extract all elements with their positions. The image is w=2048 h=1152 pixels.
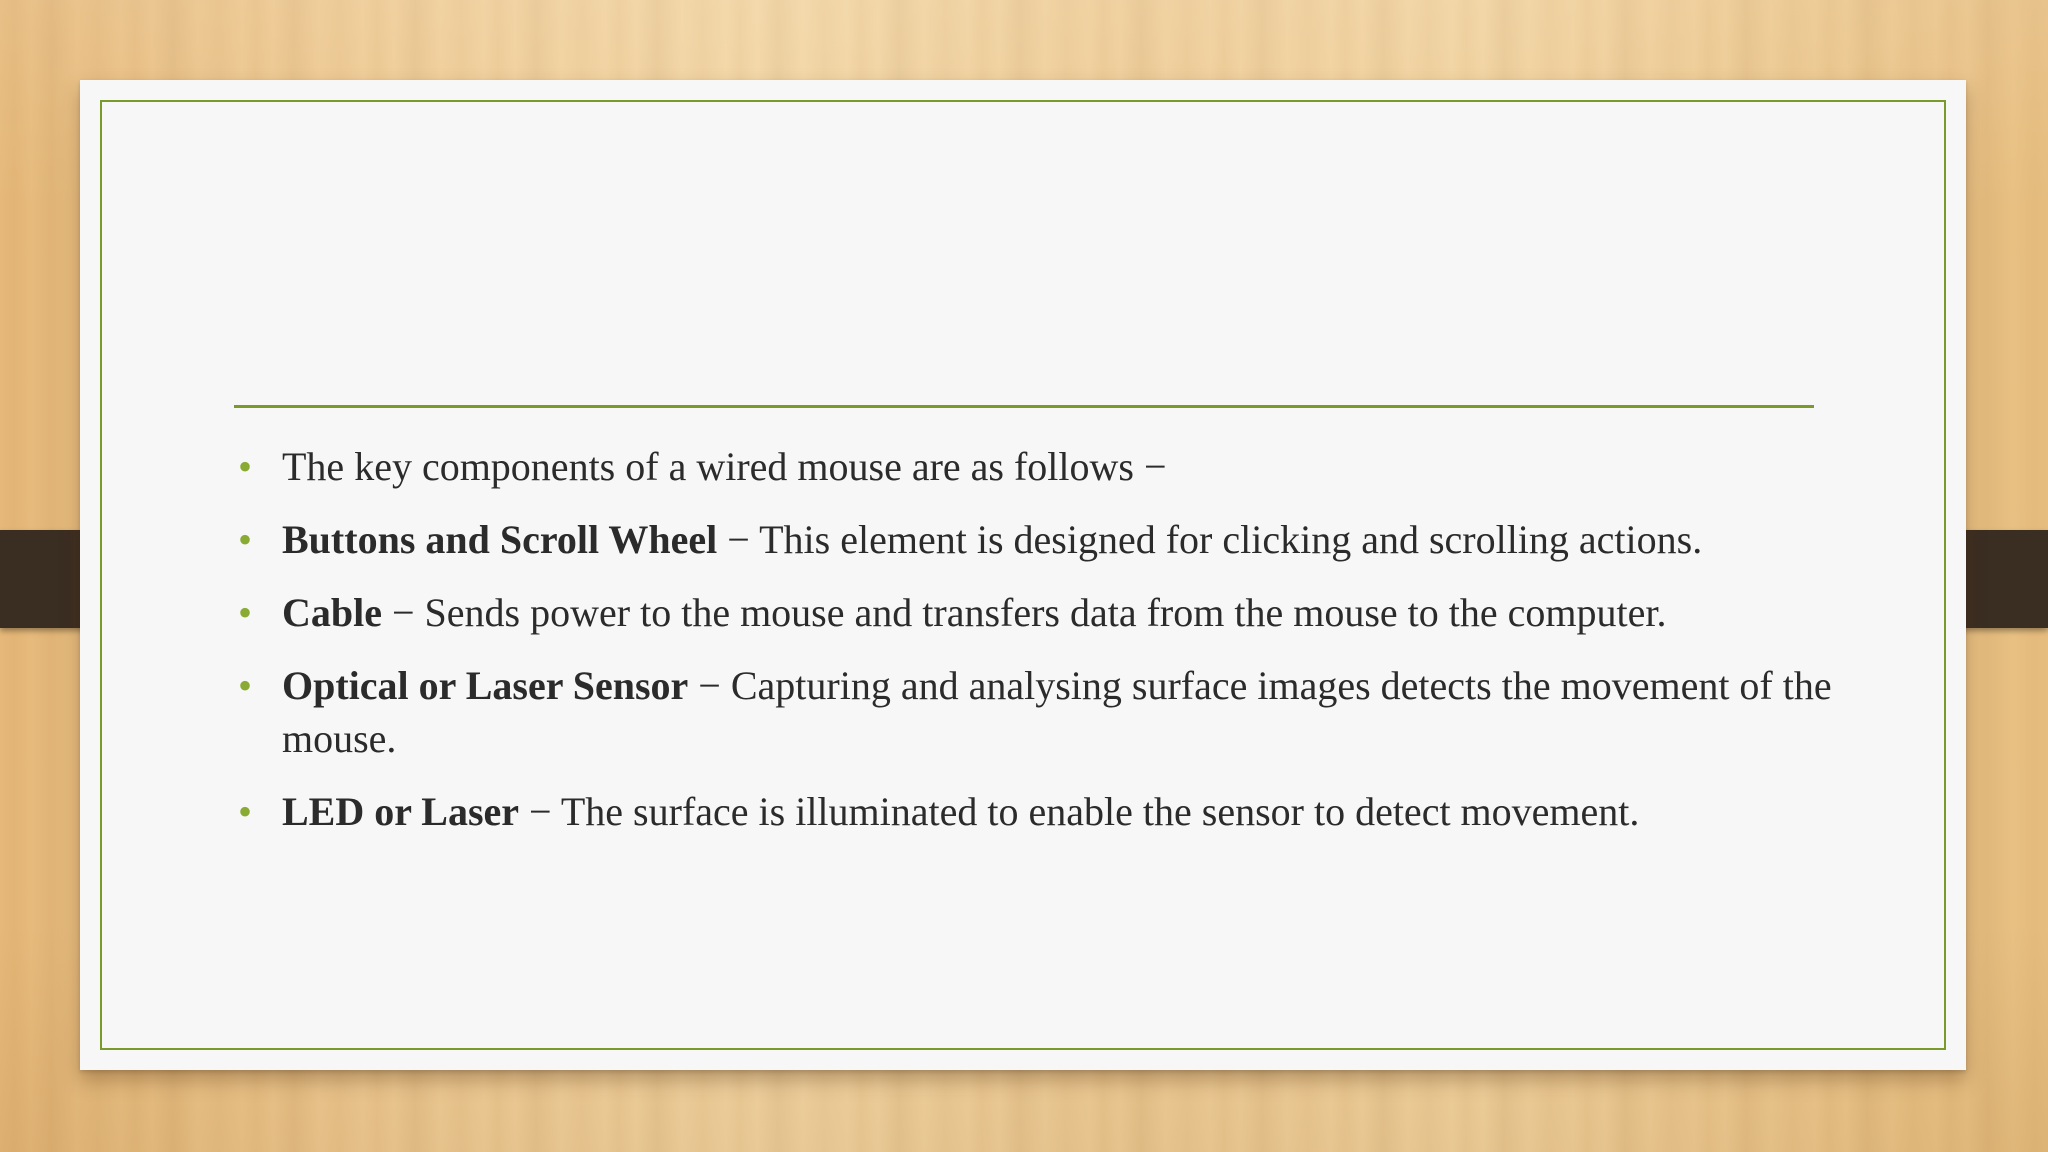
bullet-dot-icon: •: [238, 517, 253, 562]
title-divider-line: [234, 405, 1814, 408]
bullet-dot-icon: •: [238, 444, 253, 489]
bullet-list: [234, 440, 1834, 858]
bullet-item-optical-laser-sensor: [234, 659, 1834, 765]
bullet-dot-icon: •: [238, 590, 253, 635]
bullet-dot-icon: •: [238, 789, 253, 834]
bullet-item-buttons-scroll-wheel: [234, 513, 1834, 566]
bullet-item-cable: [234, 586, 1834, 639]
bullet-item-led-laser: [234, 785, 1834, 838]
bullet-text: − Sends power to the mouse and transfers data from the mouse to the computer.: [382, 590, 1667, 635]
bullet-item-intro: [234, 440, 1834, 493]
bullet-dot-icon: •: [238, 663, 253, 708]
bullet-term: Cable: [282, 590, 382, 635]
bullet-text: The key components of a wired mouse are as follows −: [282, 444, 1167, 489]
bullet-text: − Capturing and analysing surface images detects the movement of the mouse.: [282, 663, 1832, 761]
bullet-text: − The surface is illuminated to enable the sensor to detect movement.: [519, 789, 1640, 834]
bullet-term: Optical or Laser Sensor: [282, 663, 689, 708]
slide-card: [80, 80, 1966, 1070]
bullet-term: Buttons and Scroll Wheel: [282, 517, 718, 562]
bullet-text: − This element is designed for clicking and scrolling actions.: [717, 517, 1703, 562]
bullet-term: LED or Laser: [282, 789, 520, 834]
